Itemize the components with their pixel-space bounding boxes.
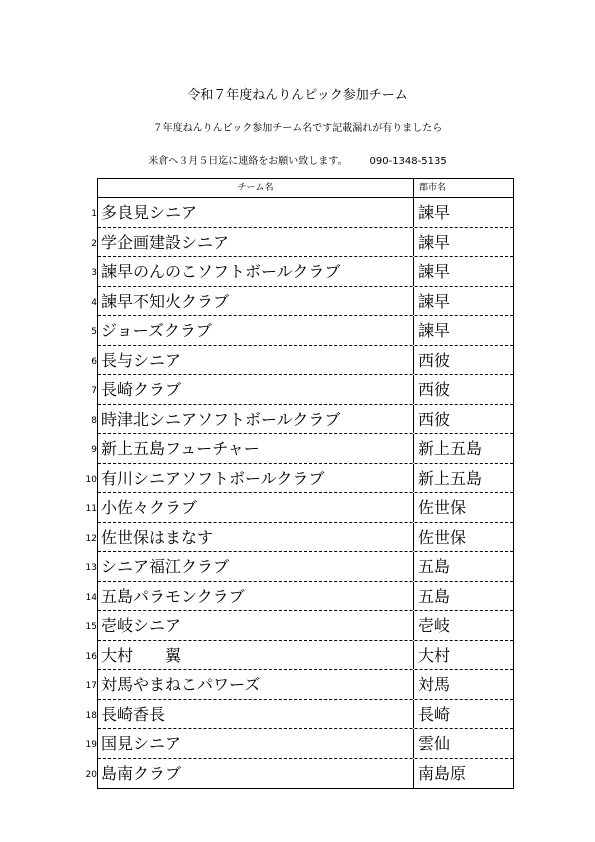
team-name-cell: 長与シニア — [98, 346, 414, 375]
city-cell: 諫早 — [418, 232, 451, 252]
row-number: 20 — [85, 769, 97, 780]
table-row — [91, 405, 513, 435]
city-cell: 諫早 — [418, 321, 451, 340]
city-cell: 新上五島 — [418, 468, 483, 488]
table-row — [85, 523, 513, 553]
table-row — [91, 228, 513, 258]
city-cell: 新上五島 — [418, 439, 483, 458]
table-row — [85, 464, 513, 494]
team-name-cell: 佐世保はまなす — [98, 523, 414, 552]
team-name-cell: 諫早不知火クラブ — [98, 287, 414, 316]
subtitle: ７年度ねんりんピック参加チーム名です記載漏れが有りましたら — [152, 123, 443, 134]
city-cell: 佐世保 — [418, 498, 467, 517]
row-number: 7 — [91, 386, 97, 396]
team-name-cell: 長崎香長 — [98, 700, 414, 729]
city-cell: 諫早 — [418, 291, 451, 311]
city-cell: 諫早 — [418, 262, 451, 281]
team-name-cell: 学企画建設シニア — [98, 228, 414, 257]
team-name-cell: 対馬やまねこパワーズ — [98, 670, 414, 699]
table-body — [85, 198, 513, 788]
table-row — [85, 611, 513, 641]
row-number: 15 — [85, 622, 97, 632]
table-row — [85, 641, 513, 671]
city-cell: 西彼 — [418, 380, 451, 399]
row-number: 3 — [91, 268, 97, 278]
team-name-cell: 五島パラモンクラブ — [98, 582, 414, 611]
table-row — [91, 375, 513, 405]
team-name-cell: ジョーズクラブ — [98, 316, 414, 345]
city-cell: 西彼 — [418, 409, 451, 429]
row-number: 19 — [85, 740, 97, 750]
city-cell: 雲仙 — [418, 734, 451, 753]
team-name-cell: 大村 翼 — [98, 641, 414, 670]
city-cell: 佐世保 — [418, 527, 467, 547]
contact-text: 米倉へ３月５日迄に連絡をお願い致します。 — [148, 156, 348, 167]
row-number: 17 — [85, 681, 97, 691]
page-title: 令和７年度ねんりんピック参加チーム — [187, 88, 408, 103]
table-row — [85, 582, 513, 612]
row-number: 18 — [85, 710, 97, 721]
table-row — [91, 434, 513, 464]
table-header — [98, 179, 513, 198]
city-cell: 西彼 — [418, 350, 451, 370]
city-cell: 南島原 — [418, 763, 467, 783]
table-row — [85, 729, 513, 759]
city-cell: 長崎 — [418, 704, 451, 724]
team-table — [85, 178, 514, 789]
team-name-cell: 新上五島フューチャー — [98, 434, 414, 463]
table-row — [91, 287, 513, 317]
row-number: 6 — [91, 356, 97, 367]
city-cell: 五島 — [418, 557, 451, 576]
row-number: 13 — [85, 563, 97, 573]
table-row — [85, 552, 513, 582]
city-cell: 諫早 — [418, 203, 451, 222]
team-name-cell: 長崎クラブ — [98, 375, 414, 404]
city-cell: 大村 — [418, 645, 451, 665]
table-row — [85, 759, 513, 789]
row-number: 11 — [85, 504, 97, 514]
table-row — [91, 346, 513, 376]
row-number: 2 — [91, 238, 97, 249]
team-name-cell: シニア福江クラブ — [98, 552, 414, 581]
table-row — [85, 700, 513, 730]
team-name-cell: 時津北シニアソフトボールクラブ — [98, 405, 414, 434]
table-row — [91, 316, 513, 346]
table-row — [85, 670, 513, 700]
team-name-cell: 島南クラブ — [98, 759, 414, 789]
team-name-cell: 国見シニア — [98, 729, 414, 758]
header-city: 郡市名 — [419, 183, 447, 193]
contact-phone: 090-1348-5135 — [369, 156, 447, 167]
team-name-cell: 壱岐シニア — [98, 611, 414, 640]
row-number: 8 — [91, 415, 97, 426]
row-number: 5 — [91, 327, 97, 337]
row-number: 1 — [91, 209, 97, 219]
row-number: 9 — [91, 445, 97, 455]
row-number: 10 — [85, 474, 97, 485]
row-number: 14 — [85, 592, 97, 603]
team-name-cell: 有川シニアソフトボールクラブ — [98, 464, 414, 493]
city-cell: 壱岐 — [418, 616, 451, 635]
table-row — [91, 257, 513, 287]
city-cell: 対馬 — [418, 675, 451, 694]
row-number: 16 — [85, 651, 97, 662]
row-number: 12 — [85, 533, 97, 544]
table-row — [85, 493, 513, 523]
city-cell: 五島 — [418, 586, 451, 606]
table-row — [91, 198, 513, 228]
row-number: 4 — [91, 297, 97, 308]
contact-line — [0, 152, 595, 167]
team-name-cell: 多良見シニア — [98, 198, 414, 227]
team-name-cell: 小佐々クラブ — [98, 493, 414, 522]
header-team-name: チーム名 — [98, 179, 414, 197]
team-name-cell: 諫早のんのこソフトボールクラブ — [98, 257, 414, 286]
